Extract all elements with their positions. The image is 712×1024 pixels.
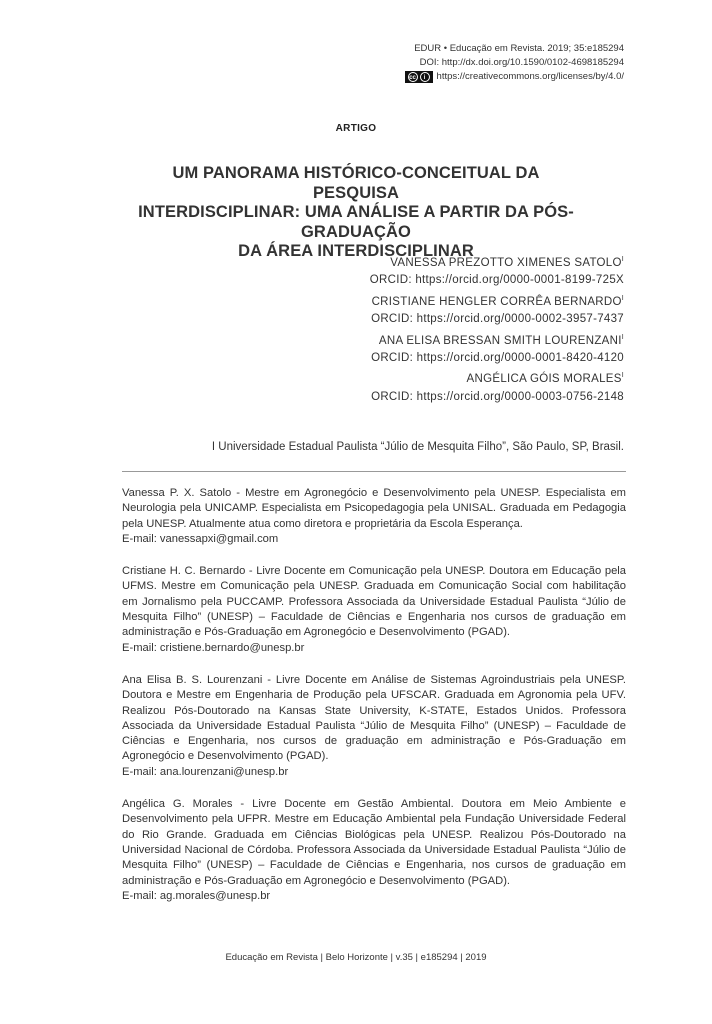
affiliation-marker: I [621,372,624,380]
cc-by-license-icon[interactable]: cc i [405,71,433,83]
author-orcid[interactable]: ORCID: https://orcid.org/0000-0002-3957-7437 [371,313,624,326]
article-title [130,164,582,262]
article-metadata [405,42,624,84]
title-line: UM PANORAMA HISTÓRICO-CONCEITUAL DA PESQUISA [172,164,540,202]
author-orcid[interactable]: ORCID: https://orcid.org/0000-0003-0756-2148 [371,390,624,403]
section-label: ARTIGO [335,123,377,134]
license-row [405,70,624,84]
bio-text: Cristiane H. C. Bernardo - Livre Docente em Comunicação pela UNESP. Doutora em Educação pela UFMS. Mestre em Comunicação pela UNESP. Graduada em Comunicação Social com habilitação em Jornalismo pela PUCCAMP. Professora Associada da Universidade Estadual Paulista “Júlio de Mesquita Filho” (UNESP) – Faculdade de Ciências e Engenharia nos cursos de graduação em administração e Pós-Graduação em Agronegócio e Desenvolvimento (PGAD). [122,565,626,639]
author-bio [122,797,626,904]
bio-email[interactable]: E-mail: cristiene.bernardo@unesp.br [122,641,305,654]
author-name: VANESSA PREZOTTO XIMENES SATOLO [390,256,622,269]
bio-email[interactable]: E-mail: ana.lourenzani@unesp.br [122,765,289,778]
author-bio [122,673,626,780]
bio-email[interactable]: E-mail: ag.morales@unesp.br [122,889,271,902]
bio-text: Vanessa P. X. Satolo - Mestre em Agronegócio e Desenvolvimento pela UNESP. Especialista em Neurologia pela UNICAMP. Especialista em Psicopedagogia pela UNISAL. Graduada em Pedagogia pela UNESP. Atualmente atua como diretora e proprietária da Escola Esperança. [122,487,626,530]
bio-email[interactable]: E-mail: vanessapxi@gmail.com [122,532,279,545]
author-list [370,251,624,406]
title-line: DA ÁREA INTERDISCIPLINAR [238,242,474,260]
affiliation-marker: I [621,333,624,341]
affiliation-marker: I [621,256,624,263]
author-entry [370,290,624,311]
author-name: ANGÉLICA GÓIS MORALES [466,373,622,386]
author-bios [122,486,626,921]
author-bio [122,564,626,656]
author-orcid[interactable]: ORCID: https://orcid.org/0000-0001-8420-4120 [371,351,624,364]
bio-text: Angélica G. Morales - Livre Docente em Gestão Ambiental. Doutora em Meio Ambiente e Desenvolvimento pela UFPR. Mestre em Educação Ambiental pela Fundação Universidade Federal do Rio Grande. Graduada em Ciências Biológicas pela UNESP. Realizou Pós-Doutorado na Universidad Nacional de Córdoba. Professora Associada da Universidade Estadual Paulista “Júlio de Mesquita Filho” (UNESP) – Faculdade de Ciências e Engenharia, nos cursos de graduação em administração e Pós-Graduação em Agronegócio e Desenvolvimento (PGAD). [122,798,626,887]
title-line: INTERDISCIPLINAR: UMA ANÁLISE A PARTIR DA PÓS-GRADUAÇÃO [138,203,574,241]
author-bio [122,486,626,547]
license-link[interactable]: https://creativecommons.org/licenses/by/4.0/ [436,71,624,82]
author-name: CRISTIANE HENGLER CORRÊA BERNARDO [371,295,622,308]
affiliation: I Universidade Estadual Paulista “Júlio de Mesquita Filho”, São Paulo, SP, Brasil. [211,441,624,453]
divider [122,471,626,472]
author-name: ANA ELISA BRESSAN SMITH LOURENZANI [378,334,622,347]
author-entry [370,329,624,350]
author-entry [370,367,624,388]
author-entry [370,251,624,272]
doi-link[interactable]: DOI: http://dx.doi.org/10.1590/0102-4698185294 [419,57,624,68]
journal-citation: EDUR • Educação em Revista. 2019; 35:e185294 [414,43,624,54]
page-footer: Educação em Revista | Belo Horizonte | v.35 | e185294 | 2019 [225,952,487,963]
author-orcid[interactable]: ORCID: https://orcid.org/0000-0001-8199-725X [369,274,624,287]
bio-text: Ana Elisa B. S. Lourenzani - Livre Docente em Análise de Sistemas Agroindustriais pela UNESP. Doutora e Mestre em Engenharia de Produção pela UFSCAR. Graduada em Agronomia pela UFV. Realizou Pós-Doutorado na Kansas State University, K-STATE, Estados Unidos. Professora Associada da Universidade Estadual Paulista “Júlio de Mesquita Filho” (UNESP) – Faculdade de Ciências e Engenharia, nos cursos de graduação em administração e Pós-Graduação em Agronegócio e Desenvolvimento (PGAD). [122,673,626,763]
affiliation-marker: I [621,294,624,302]
